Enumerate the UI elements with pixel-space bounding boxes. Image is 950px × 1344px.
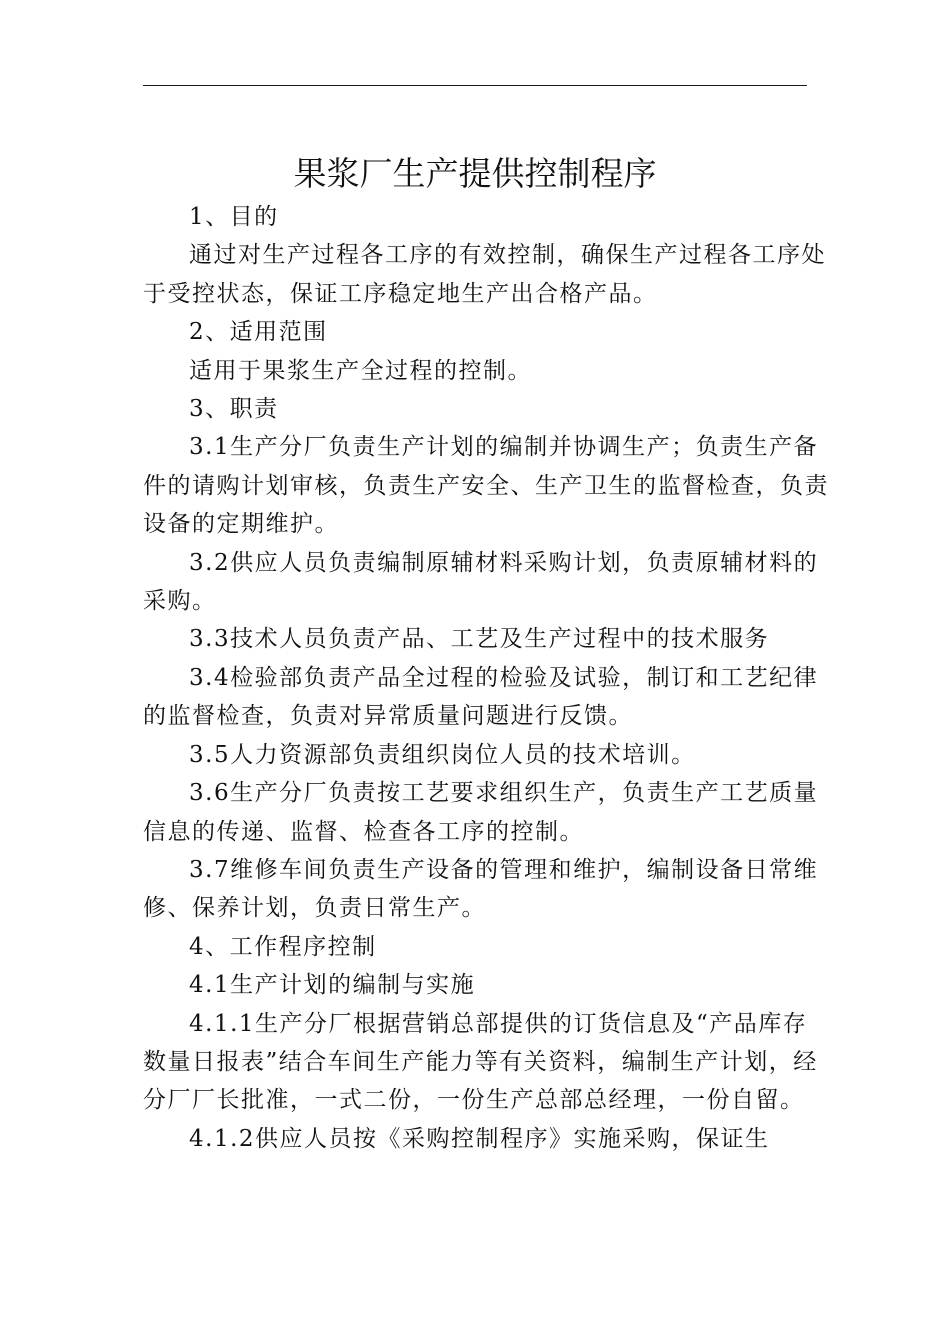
paragraph-3-6: 3.6生产分厂负责按工艺要求组织生产，负责生产工艺质量信息的传递、监督、检查各工序的控制。	[143, 780, 819, 845]
paragraph-3-5: 3.5人力资源部负责组织岗位人员的技术培训。	[189, 741, 696, 768]
paragraph-3-3: 3.3技术人员负责产品、工艺及生产过程中的技术服务	[189, 626, 770, 653]
paragraph-3-4: 3.4检验部负责产品全过程的检验及试验，制订和工艺纪律的监督检查，负责对异常质量问题进行反馈。	[143, 664, 819, 730]
section-heading-responsibilities: 3、职责	[189, 396, 279, 423]
paragraph-4-1-1: 4.1.1生产分厂根据营销总部提供的订货信息及“产品库存数量日报表”结合车间生产能力等有关资料，编制生产计划，经分厂厂长批准，一式二份，一份生产总部总经理，一份自留。	[143, 1010, 818, 1114]
paragraph-purpose: 通过对生产过程各工序的有效控制，确保生产过程各工序处于受控状态，保证工序稳定地生产出合格产品。	[143, 242, 826, 307]
paragraph-4-1-2: 4.1.2供应人员按《采购控制程序》实施采购，保证生	[189, 1125, 770, 1152]
paragraph-4-1: 4.1生产计划的编制与实施	[189, 972, 476, 999]
header-rule	[143, 85, 807, 86]
section-heading-purpose: 1、目的	[189, 204, 279, 230]
paragraph-scope: 适用于果浆生产全过程的控制。	[189, 357, 532, 384]
paragraph-3-7: 3.7维修车间负责生产设备的管理和维护，编制设备日常维修、保养计划，负责日常生产。	[143, 856, 819, 922]
section-heading-procedure: 4、工作程序控制	[189, 933, 377, 960]
document-title: 果浆厂生产提供控制程序	[293, 154, 657, 193]
document-body	[143, 198, 831, 1158]
paragraph-3-1: 3.1生产分厂负责生产计划的编制并协调生产；负责生产备件的请购计划审核，负责生产安全、生产卫生的监督检查，负责设备的定期维护。	[143, 434, 829, 538]
paragraph-3-2: 3.2供应人员负责编制原辅材料采购计划，负责原辅材料的采购。	[143, 549, 819, 615]
section-heading-scope: 2、适用范围	[189, 319, 328, 346]
